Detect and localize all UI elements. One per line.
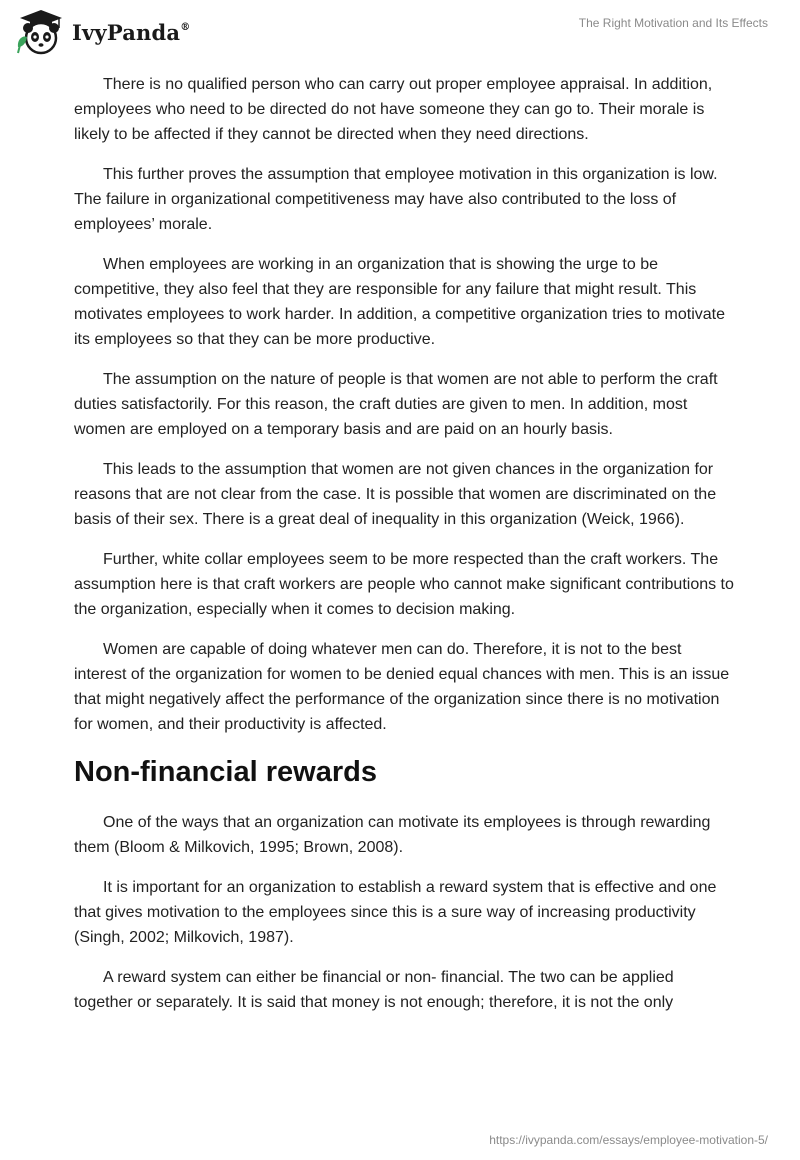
panda-graduate-icon bbox=[14, 7, 66, 57]
paragraph: It is important for an organization to establish a reward system that is effective and one that gives motivation to the employees since this is a sure way of increasing productivity (Singh, 2002; Milkovich, 1987). bbox=[74, 879, 717, 946]
section-heading: Non-financial rewards bbox=[74, 756, 377, 788]
paragraph: This further proves the assumption that employee motivation in this organization is low. The failure in organizational competitiveness may have also contributed to the loss of employees’ morale. bbox=[74, 166, 718, 233]
paragraph: Women are capable of doing whatever men can do. Therefore, it is not to the best interest of the organization for women to be denied equal chances with men. This is an issue that might negatively affect the performance of the organization since there is no motivation for women, and their productivity is affected. bbox=[74, 641, 730, 733]
paragraph: Further, white collar employees seem to be more respected than the craft workers. The assumption here is that craft workers are people who cannot make significant contributions to the organization, especially when it comes to decision making. bbox=[74, 551, 734, 618]
brand-name-text: IvyPanda bbox=[72, 19, 181, 45]
paragraph: This leads to the assumption that women are not given chances in the organization for reasons that are not clear from the case. It is possible that women are discriminated on the basis of their sex. There is a great deal of inequality in this organization (Weick, 1966). bbox=[74, 461, 717, 528]
paragraph: There is no qualified person who can carry out proper employee appraisal. In addition, employees who need to be directed do not have someone they can go to. Their morale is likely to be affected if they cannot be directed when they need directions. bbox=[74, 76, 713, 143]
registered-mark: ® bbox=[180, 21, 191, 33]
paragraph: One of the ways that an organization can motivate its employees is through rewarding them (Bloom & Milkovich, 1995; Brown, 2008). bbox=[74, 814, 711, 856]
document-title: The Right Motivation and Its Effects bbox=[578, 16, 768, 30]
page-header bbox=[0, 0, 800, 70]
brand-name bbox=[72, 20, 190, 45]
paragraph: A reward system can either be financial or non- financial. The two can be applied together or separately. It is said that money is not enough; therefore, it is not the only bbox=[74, 969, 674, 1011]
essay-body bbox=[74, 72, 734, 1030]
paragraph: The assumption on the nature of people is that women are not able to perform the craft duties satisfactorily. For this reason, the craft duties are given to men. In addition, most women are employed on a temporary basis and are paid on an hourly basis. bbox=[74, 371, 718, 438]
ivypanda-logo[interactable] bbox=[14, 6, 190, 58]
source-url[interactable]: https://ivypanda.com/essays/employee-motivation-5/ bbox=[489, 1133, 768, 1147]
paragraph: When employees are working in an organization that is showing the urge to be competitive, they also feel that they are responsible for any failure that might result. This motivates employees to work harder. In addition, a competitive organization tries to motivate its employees so that they can be more productive. bbox=[74, 256, 725, 348]
